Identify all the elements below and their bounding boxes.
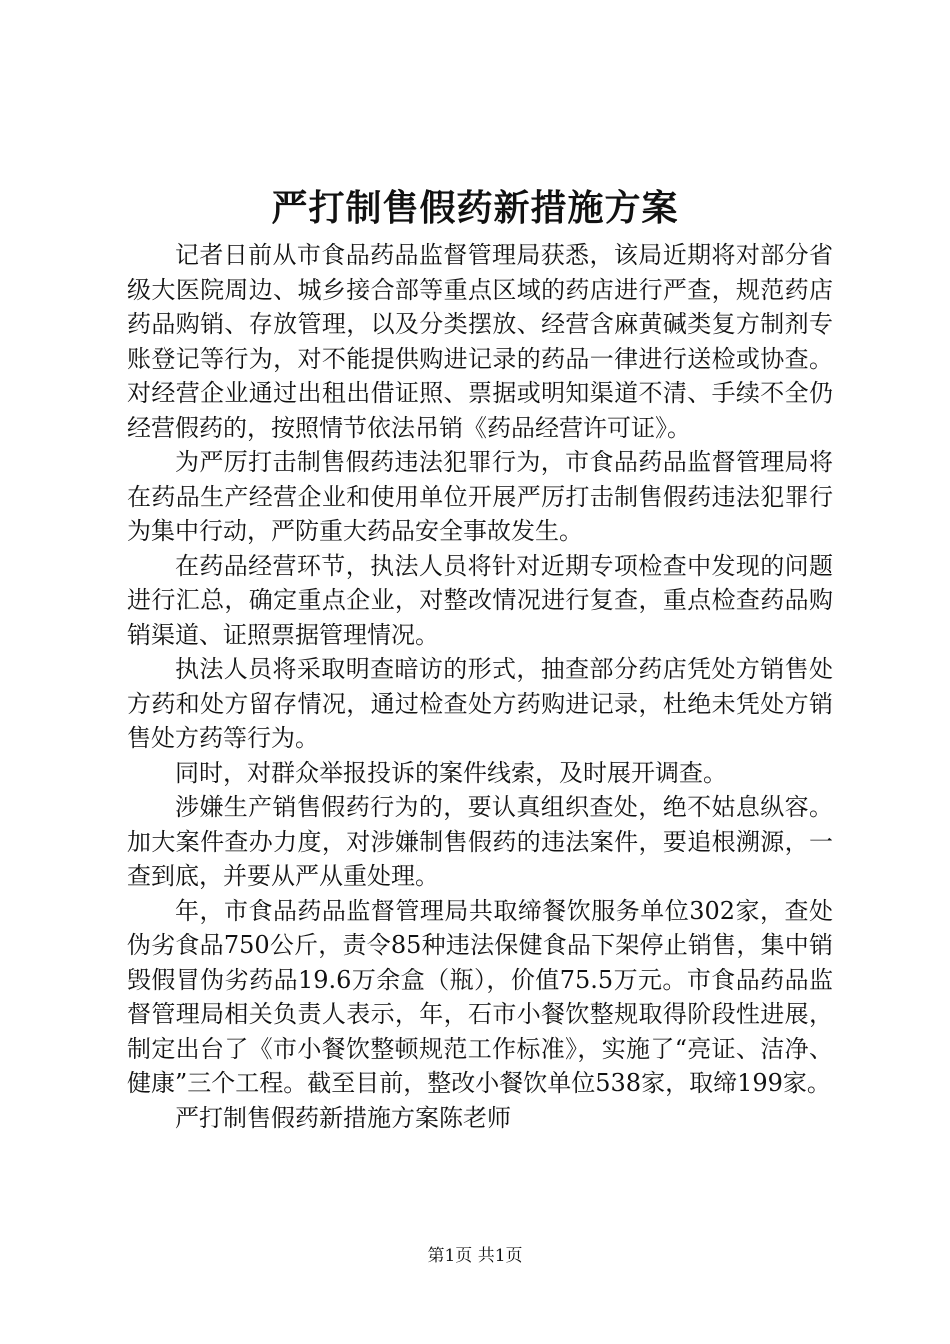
paragraph: 在药品经营环节，执法人员将针对近期专项检查中发现的问题进行汇总，确定重点企业，对整改情况进行复查，重点检查药品购销渠道、证照票据管理情况。 (127, 551, 833, 649)
paragraph: 执法人员将采取明查暗访的形式，抽查部分药店凭处方销售处方药和处方留存情况，通过检查处方药购进记录，杜绝未凭处方销售处方药等行为。 (127, 655, 833, 752)
paragraph: 为严厉打击制售假药违法犯罪行为，市食品药品监督管理局将在药品生产经营企业和使用单位开展严厉打击制售假药违法犯罪行为集中行动，严防重大药品安全事故发生。 (127, 448, 833, 545)
document-body (127, 238, 833, 1135)
paragraph: 严打制售假药新措施方案陈老师 (175, 1103, 511, 1132)
paragraph: 年，市食品药品监督管理局共取缔餐饮服务单位302家，查处伪劣食品750公斤，责令85种违法保健食品下架停止销售，集中销毁假冒伪劣药品19.6万余盒（瓶），价值75.5万元。市食品药品监督管理局相关负责人表示，年，石市小餐饮整规取得阶段性进展，制定出台了《市小餐饮整顿规范工作标准》，实施了“亮证、洁净、健康”三个工程。截至目前，整改小餐饮单位538家，取缔199家。 (127, 896, 833, 1097)
paragraph: 同时，对群众举报投诉的案件线索，及时展开调查。 (175, 758, 727, 787)
page-number-footer: 第1页 共1页 (427, 1246, 523, 1266)
paragraph: 涉嫌生产销售假药行为的，要认真组织查处，绝不姑息纵容。加大案件查办力度，对涉嫌制售假药的违法案件，要追根溯源，一查到底，并要从严从重处理。 (127, 793, 833, 890)
document-title: 严打制售假药新措施方案 (271, 187, 679, 229)
paragraph: 记者日前从市食品药品监督管理局获悉，该局近期将对部分省级大医院周边、城乡接合部等重点区域的药店进行严查，规范药店药品购销、存放管理，以及分类摆放、经营含麻黄碱类复方制剂专账登记等行为，对不能提供购进记录的药品一律进行送检或协查。对经营企业通过出租出借证照、票据或明知渠道不清、手续不全仍经营假药的，按照情节依法吊销《药品经营许可证》。 (127, 241, 833, 442)
